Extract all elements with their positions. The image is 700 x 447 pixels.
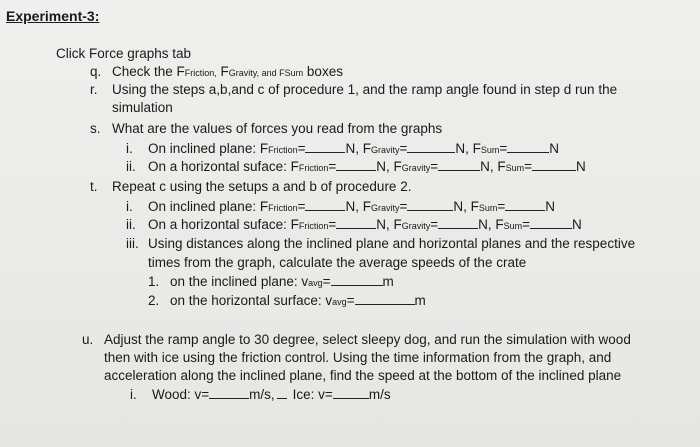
answer-blank[interactable] — [530, 217, 572, 229]
answer-blank[interactable] — [277, 387, 287, 399]
eq: = — [328, 159, 337, 174]
unit-text: N — [545, 199, 556, 214]
unit-text: N, F — [455, 141, 481, 156]
answer-blank[interactable] — [505, 199, 545, 211]
answer-blank[interactable] — [336, 217, 376, 229]
marker-t-iii: iii. — [126, 236, 139, 251]
eq: = — [524, 159, 533, 174]
sub-avg: avg — [332, 297, 347, 307]
s-ii-line — [126, 159, 586, 176]
s-ii-label: On a horizontal suface: F — [148, 159, 299, 174]
q-sub-friction: Friction, — [184, 68, 217, 78]
answer-blank[interactable] — [336, 159, 376, 171]
sub-friction: Friction — [268, 203, 298, 213]
eq: = — [297, 141, 306, 156]
answer-blank[interactable] — [331, 274, 383, 286]
unit-text: m/s, — [249, 387, 275, 402]
u-line3: acceleration along the inclined plane, find the speed at the bottom of the inclined plane — [104, 368, 622, 383]
answer-blank[interactable] — [407, 141, 455, 153]
marker-t-i: i. — [126, 199, 133, 214]
marker-t: t. — [90, 179, 98, 194]
unit-text: m/s — [368, 387, 391, 402]
avg-horizontal-label: on the horizontal surface: v — [170, 293, 333, 308]
marker-r: r. — [90, 82, 98, 97]
unit-text: N, F — [345, 141, 371, 156]
answer-blank[interactable] — [507, 141, 549, 153]
sub-gravity: Gravity — [370, 203, 400, 213]
eq: = — [346, 293, 355, 308]
q-text-a: Check the F — [112, 64, 185, 79]
q-sub-sum: Sum — [284, 68, 304, 78]
sub-sum: Sum — [505, 163, 525, 173]
sub-gravity: Gravity — [370, 145, 400, 155]
t-i-label: On inclined plane: F — [148, 199, 269, 214]
sub-gravity: Gravity — [401, 163, 431, 173]
u-wood-ice-line — [130, 387, 391, 403]
answer-blank[interactable] — [305, 199, 345, 211]
t-ii-line — [126, 217, 582, 234]
item-s — [90, 121, 442, 137]
eq: = — [328, 217, 337, 232]
unit-text: N, F — [480, 159, 506, 174]
item-q — [90, 64, 343, 81]
sub-gravity: Gravity — [401, 221, 431, 231]
r-line1: Using the steps a,b,and c of procedure 1, and the ramp angle found in step d run the — [112, 82, 618, 97]
marker-u-i: i. — [130, 387, 137, 402]
t-iii-text1: Using distances along the inclined plane and horizontal planes and the respective — [148, 236, 636, 251]
answer-blank[interactable] — [532, 159, 576, 171]
eq: = — [297, 199, 306, 214]
marker-s-ii: ii. — [126, 159, 136, 174]
unit-text: m — [414, 293, 426, 308]
marker-1: 1. — [148, 274, 160, 289]
q-text-c: F — [216, 64, 229, 79]
answer-blank[interactable] — [438, 159, 480, 171]
marker-q: q. — [90, 64, 102, 79]
eq: = — [399, 141, 408, 156]
ice-label: Ice: v= — [292, 387, 333, 402]
sub-sum: Sum — [480, 145, 500, 155]
t-text: Repeat c using the setups a and b of procedure 2. — [112, 179, 412, 194]
sub-sum: Sum — [478, 203, 498, 213]
q-text-g: boxes — [303, 64, 343, 79]
item-t — [90, 179, 411, 195]
s-i-line — [126, 141, 559, 158]
eq: = — [322, 274, 331, 289]
answer-blank[interactable] — [355, 293, 415, 305]
t-i-line — [126, 199, 555, 216]
item-r — [90, 82, 617, 98]
answer-blank[interactable] — [438, 217, 478, 229]
t-ii-label: On a horizontal suface: F — [148, 217, 299, 232]
q-text-e: and F — [259, 68, 285, 78]
t-iii-line2: times from the graph, calculate the average speeds of the crate — [148, 255, 527, 270]
u-line2: then with ice using the friction control. Using the time information from the graph, and — [104, 350, 612, 365]
unit-text: N, F — [345, 199, 371, 214]
answer-blank[interactable] — [407, 199, 453, 211]
answer-blank[interactable] — [305, 141, 345, 153]
t-iii-line1 — [126, 236, 635, 252]
sub-avg: avg — [308, 278, 323, 288]
eq: = — [522, 217, 531, 232]
unit-text: N — [576, 159, 586, 174]
unit-text: N, F — [376, 159, 402, 174]
unit-text: m — [382, 274, 394, 289]
experiment-title: Experiment-3: — [6, 8, 100, 24]
sub-friction: Friction — [268, 145, 298, 155]
wood-label: Wood: v= — [152, 387, 210, 402]
marker-u: u. — [82, 332, 94, 347]
answer-blank[interactable] — [333, 387, 369, 399]
u-line1: Adjust the ramp angle to 30 degree, select sleepy dog, and run the simulation with wood — [104, 332, 631, 347]
unit-text: N, F — [478, 217, 504, 232]
eq: = — [499, 141, 508, 156]
t-avg-inclined — [148, 274, 394, 291]
marker-2: 2. — [148, 293, 160, 308]
eq: = — [430, 159, 439, 174]
sub-friction: Friction — [298, 163, 329, 173]
eq: = — [399, 199, 408, 214]
t-avg-horizontal — [148, 293, 426, 310]
eq: = — [430, 217, 439, 232]
marker-s: s. — [90, 121, 101, 136]
unit-text: N — [549, 141, 560, 156]
unit-text: N — [572, 217, 582, 232]
sub-sum: Sum — [503, 221, 523, 231]
eq: = — [497, 199, 506, 214]
item-u — [82, 332, 631, 348]
q-sub-gravity: Gravity, — [228, 68, 260, 78]
s-i-label: On inclined plane: F — [148, 141, 269, 156]
answer-blank[interactable] — [209, 387, 249, 399]
unit-text: N, F — [376, 217, 402, 232]
unit-text: N, F — [453, 199, 479, 214]
s-text: What are the values of forces you read from the graphs — [112, 121, 443, 136]
intro-line: Click Force graphs tab — [56, 46, 192, 61]
r-line2: simulation — [112, 100, 173, 115]
avg-inclined-label: on the inclined plane: v — [170, 274, 309, 289]
marker-s-i: i. — [126, 141, 133, 156]
sub-friction: Friction — [298, 221, 329, 231]
marker-t-ii: ii. — [126, 217, 136, 232]
